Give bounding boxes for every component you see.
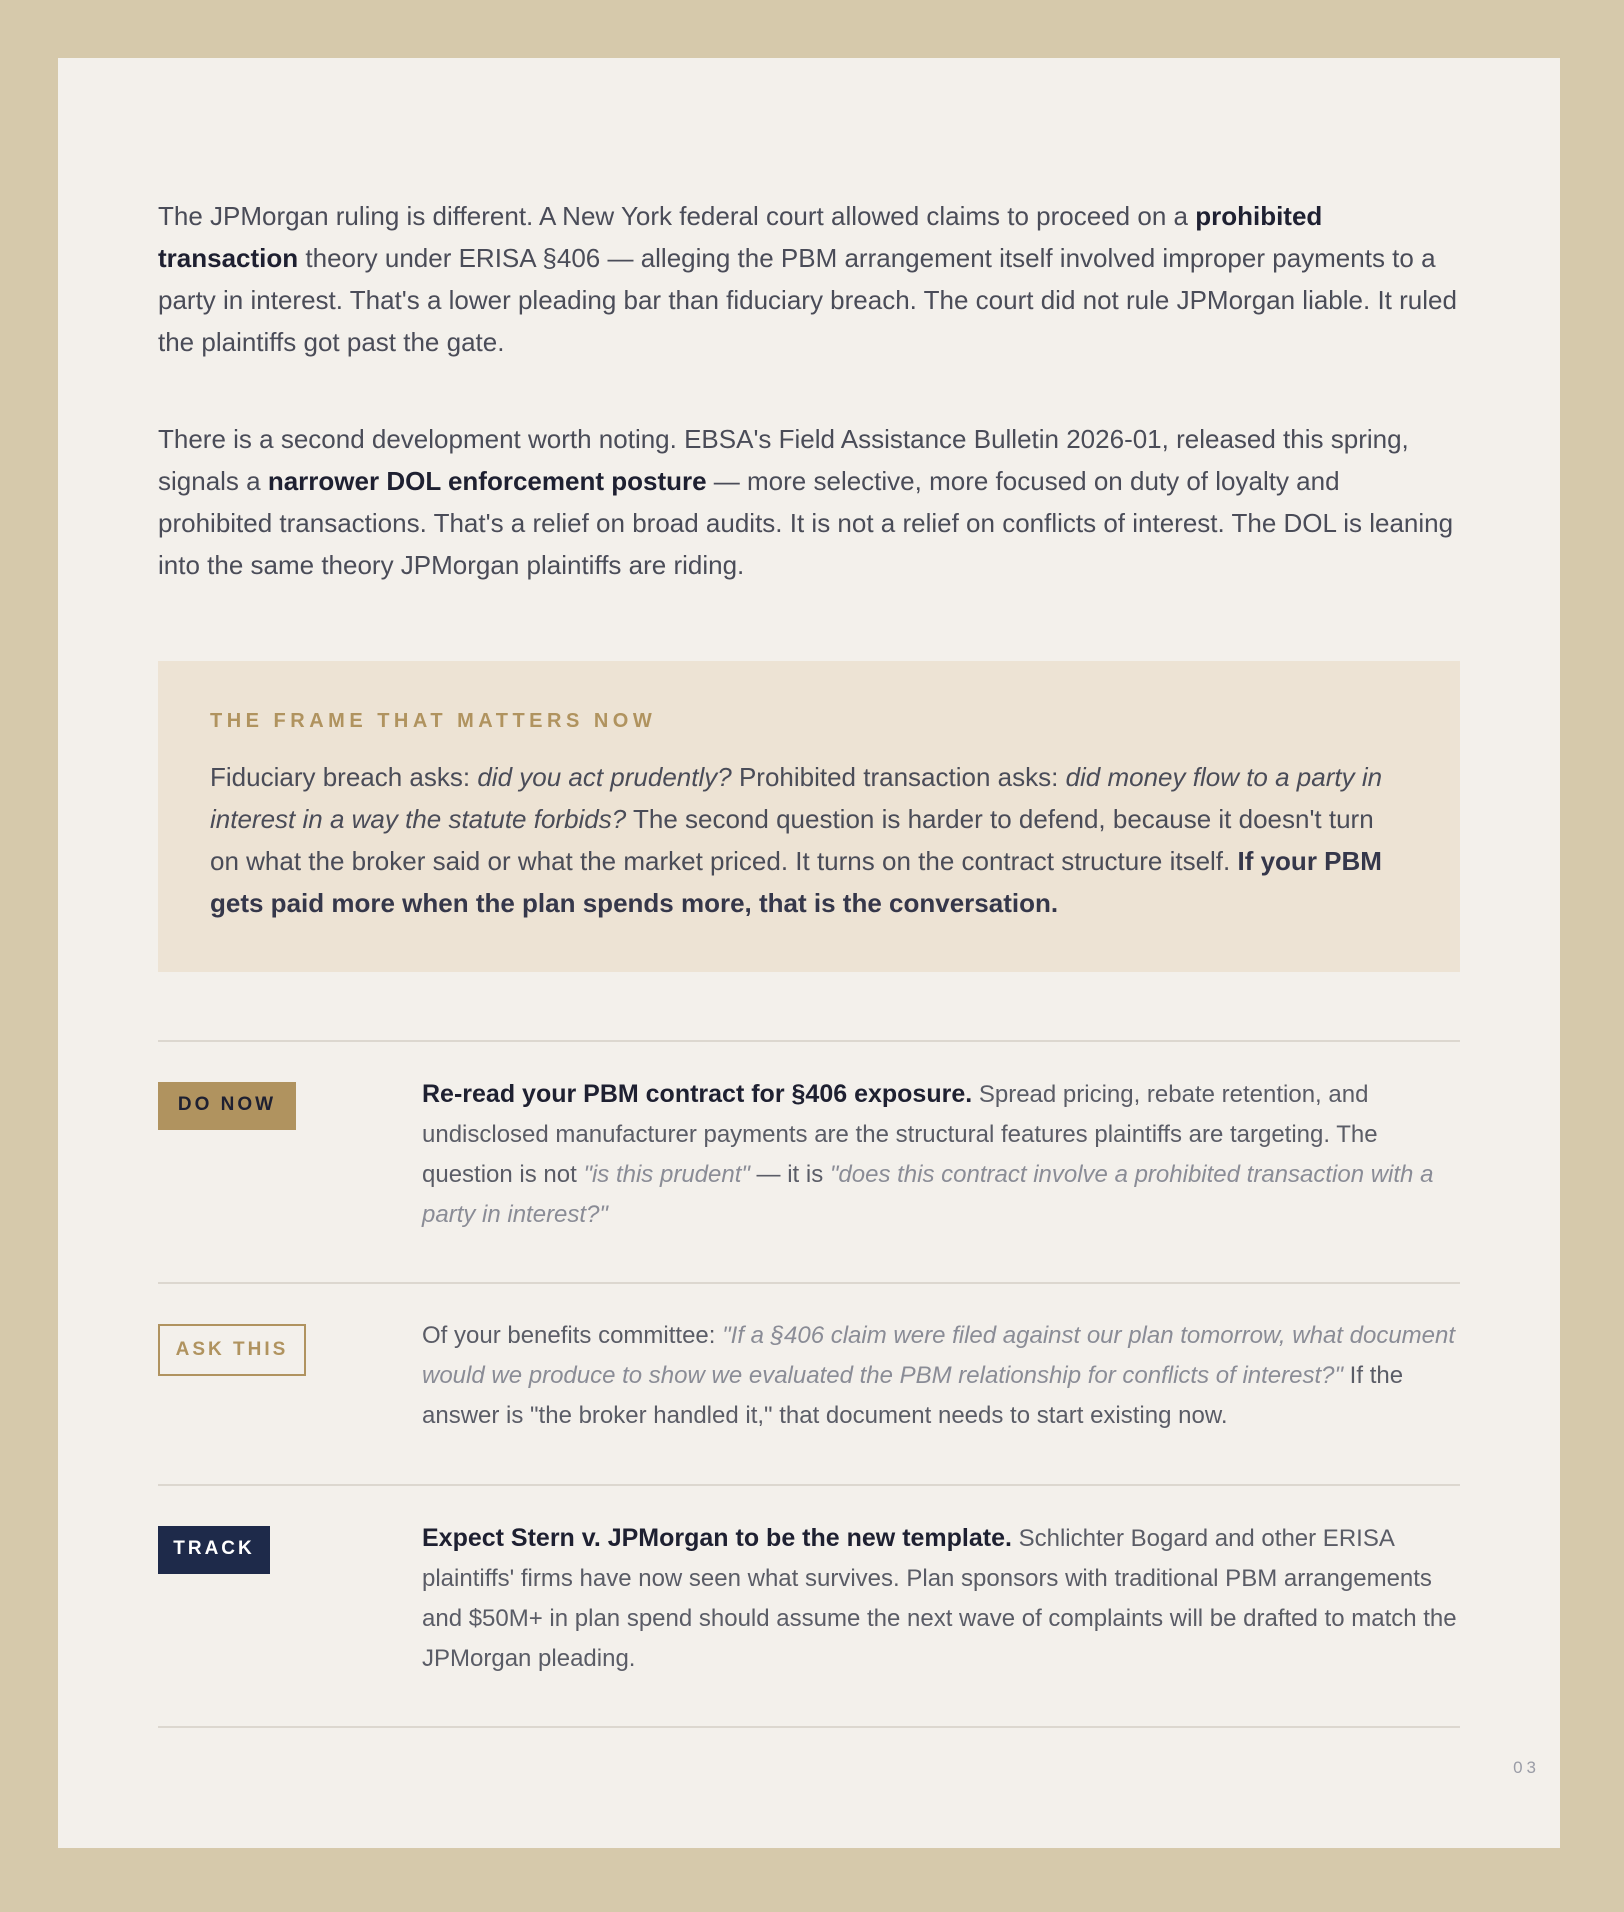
action-text-ask-this [422, 1316, 1462, 1436]
para1-bold-1: prohibited transaction [158, 201, 1323, 273]
divider [158, 1726, 1460, 1728]
track-bold: Expect Stern v. JPMorgan to be the new template. [422, 1524, 1012, 1552]
callout-italic-1: did you act prudently? [477, 762, 732, 792]
tag-track: TRACK [158, 1526, 270, 1574]
callout-heading: THE FRAME THAT MATTERS NOW [210, 710, 657, 732]
callout-bold-1: If your PBM gets paid more when the plan spends more, that is the conversation. [210, 846, 1382, 918]
track-text-1: Schlichter Bogard and other ERISA plaintiffs' firms have now seen what survives. Plan sponsors with traditional PBM arrangements and $50M+ in plan spend should assume the next wave of complaints will be drafted to match the JPMorgan pleading. [422, 1525, 1457, 1672]
action-text-track [422, 1518, 1462, 1679]
para2-text-2: — more selective, more focused on duty of loyalty and prohibited transactions. That's a relief on broad audits. It is not a relief on conflicts of interest. The DOL is leaning into the same theory JPMorgan plaintiffs are riding. [158, 466, 1454, 580]
ask-this-text-1: Of your benefits committee: [422, 1322, 723, 1349]
action-text-do-now [422, 1074, 1462, 1235]
tag-ask-this: ASK THIS [158, 1324, 306, 1376]
do-now-text-2: — it is [749, 1161, 830, 1188]
para2-bold-1: narrower DOL enforcement posture [267, 466, 707, 496]
callout-text [210, 756, 1400, 924]
callout-box [158, 661, 1460, 972]
ask-this-text-2: If the answer is "the broker handled it," that document needs to start existing now. [422, 1362, 1404, 1429]
document-page [58, 58, 1560, 1848]
do-now-italic-2: "does this contract involve a prohibited transaction with a party in interest?" [422, 1161, 1434, 1228]
do-now-italic-1: "is this prudent" [583, 1161, 750, 1188]
callout-italic-2: did money flow to a party in interest in a way the statute forbids? [210, 762, 1383, 834]
callout-text-3: The second question is harder to defend, because it doesn't turn on what the broker said or what the market priced. It turns on the contract structure itself. [210, 804, 1374, 876]
do-now-text-1: Spread pricing, rebate retention, and undisclosed manufacturer payments are the structural features plaintiffs are targeting. The question is not [422, 1081, 1378, 1188]
page-number: 03 [1513, 1758, 1540, 1777]
ask-this-italic-1: "If a §406 claim were filed against our plan tomorrow, what document would we produce to show we evaluated the PBM relationship for conflicts of interest?" [422, 1322, 1456, 1389]
divider [158, 1282, 1460, 1284]
tag-do-now: DO NOW [158, 1082, 296, 1130]
callout-text-2: Prohibited transaction asks: [731, 762, 1066, 792]
paragraph-ebsa-bulletin [158, 418, 1460, 586]
para1-text-1: The JPMorgan ruling is different. A New York federal court allowed claims to proceed on a [158, 201, 1196, 231]
divider [158, 1484, 1460, 1486]
do-now-bold: Re-read your PBM contract for §406 exposure. [422, 1080, 973, 1108]
callout-text-1: Fiduciary breach asks: [210, 762, 478, 792]
divider [158, 1040, 1460, 1042]
para1-text-2: theory under ERISA §406 — alleging the PBM arrangement itself involved improper payments to a party in interest. That's a lower pleading bar than fiduciary breach. The court did not rule JPMorgan liable. It ruled the plaintiffs got past the gate. [158, 243, 1457, 357]
para2-text-1: There is a second development worth noting. EBSA's Field Assistance Bulletin 2026-01, released this spring, signals a [158, 424, 1409, 496]
paragraph-jpmorgan-ruling [158, 195, 1460, 363]
